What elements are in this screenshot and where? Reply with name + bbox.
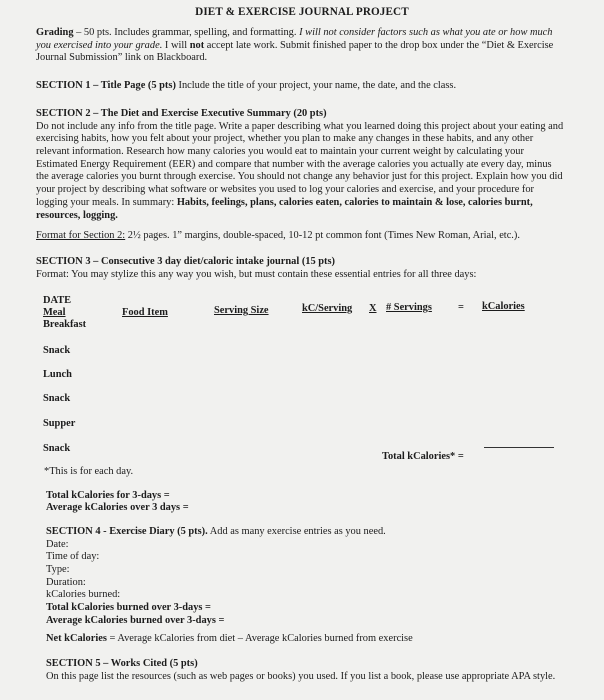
meal-row-label: Snack <box>43 443 71 454</box>
grading-text: – 50 pts. Includes grammar, spelling, and formatting. <box>73 27 300 38</box>
meal-row-label: Snack <box>43 345 71 356</box>
table-equals-header: = <box>458 302 464 313</box>
grading-text-3: accept late work. Submit finished paper to the drop box under the “Diet & Exercise Journal Submission” link on Blackboard. <box>36 39 554 64</box>
format-2-label: Format for Section 2: <box>36 230 126 241</box>
meal-row-label: Lunch <box>43 369 72 380</box>
net-kcalories <box>46 633 413 646</box>
per-day-note: *This is for each day. <box>44 466 134 477</box>
section-1 <box>36 80 566 93</box>
average-3-day-label: Average kCalories over 3 days = <box>46 502 189 513</box>
total-kcalories-blank-line <box>484 447 554 448</box>
meal-row-label: Supper <box>43 418 76 429</box>
section-1-text: Include the title of your project, your name, the date, and the class. <box>175 80 457 91</box>
table-food-item-header: Food Item <box>122 307 168 318</box>
format-section-2 <box>36 230 566 243</box>
table-servings-header: # Servings <box>386 302 432 313</box>
section-3-heading: SECTION 3 – Consecutive 3 day diet/caloric intake journal (15 pts) <box>36 256 336 267</box>
section-2 <box>36 108 566 222</box>
section-3-format: Format: You may stylize this any way you wish, but must contain these essential entries for all three days: <box>36 268 477 280</box>
net-kcalories-label: Net kCalories <box>46 633 107 644</box>
grading-paragraph <box>36 27 566 65</box>
grading-text-2: I will <box>162 39 190 51</box>
table-kcalories-header: kCalories <box>482 301 525 312</box>
exercise-field-kcal-burned: kCalories burned: <box>46 589 121 601</box>
total-3-day-label: Total kCalories for 3-days = <box>46 490 170 501</box>
table-meal-header: Meal <box>43 307 66 318</box>
section-5 <box>46 658 566 683</box>
section-5-heading: SECTION 5 – Works Cited (5 pts) <box>46 658 198 669</box>
section-2-body: Do not include any info from the title page. Write a paper describing what you learned doing this project about your eating and exercising habits, how you felt about your project, whether you plan to make any changes in these habits, and any other relevant information. Research how many calories you would eat to maintain your current weight by calculating your Estimated Energy Requirement (EER) and compare that number with the average calories you actually ate every day, minus the average calories you burnt through exercise. You should not change any behavior just for this project. Explain how you did your project by describing what software or websites you used to log your calories and exercise, and your procedure for logging your meals. In summary: <box>36 120 564 208</box>
section-3 <box>36 256 566 281</box>
section-5-text: On this page list the resources (such as web pages or books) you used. If you list a book, please use appropriate APA style. <box>46 670 556 682</box>
average-burned-label: Average kCalories burned over 3-days = <box>46 614 225 626</box>
exercise-field-duration: Duration: <box>46 576 86 588</box>
exercise-field-date: Date: <box>46 538 69 550</box>
grading-italic: I will not consider factors such as what you ate or how much you exercised into your grade. <box>36 27 553 51</box>
exercise-field-type: Type: <box>46 564 70 576</box>
net-kcalories-formula: = Average kCalories from diet – Average kCalories burned from exercise <box>106 633 413 644</box>
document-title: DIET & EXERCISE JOURNAL PROJECT <box>195 6 409 18</box>
grading-lead: Grading <box>36 27 74 38</box>
meal-row-label: Breakfast <box>43 319 87 330</box>
total-kcalories-label: Total kCalories* = <box>382 451 464 462</box>
table-x-header: X <box>369 303 377 314</box>
section-4 <box>46 526 566 628</box>
section-1-heading: SECTION 1 – Title Page (5 pts) <box>36 80 176 91</box>
section-4-heading: SECTION 4 - Exercise Diary (5 pts). <box>46 526 208 537</box>
table-kc-serving-header: kC/Serving <box>302 303 353 314</box>
exercise-field-time: Time of day: <box>46 551 100 563</box>
meal-row-label: Snack <box>43 393 71 404</box>
section-2-heading: SECTION 2 – The Diet and Exercise Executive Summary (20 pts) <box>36 108 327 119</box>
table-date-label: DATE <box>43 295 72 306</box>
total-burned-label: Total kCalories burned over 3-days = <box>46 602 211 614</box>
section-2-summary: Habits, feelings, plans, calories eaten, calories to maintain & lose, calories burnt, resources, logging. <box>36 196 533 221</box>
format-2-text: 2½ pages. 1” margins, double-spaced, 10-12 pt common font (Times New Roman, Arial, etc.). <box>125 230 520 241</box>
table-serving-size-header: Serving Size <box>214 305 269 316</box>
grading-not: not <box>189 39 205 51</box>
section-4-text: Add as many exercise entries as you need. <box>207 526 386 537</box>
